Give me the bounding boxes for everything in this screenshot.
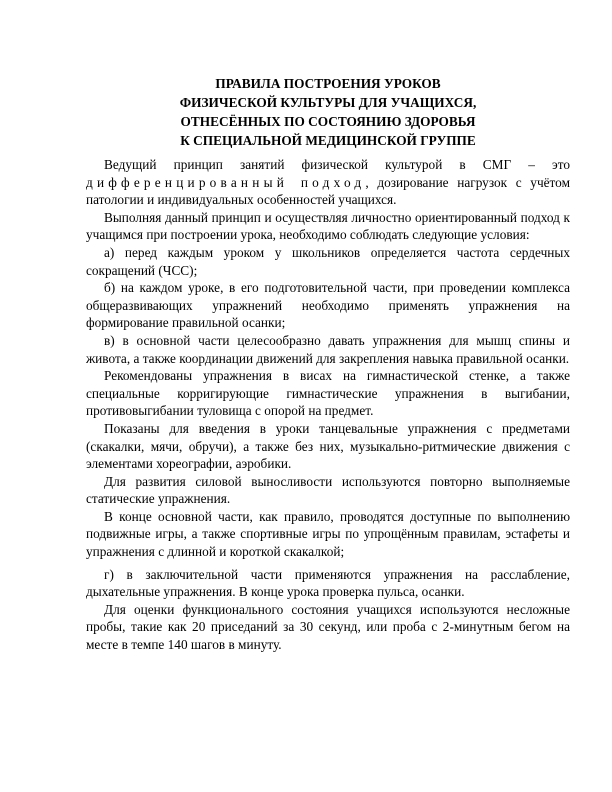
body-paragraph: Выполняя данный принцип и осуществляя личностно ориентированный подход к учащимся при построении урока, необходимо соблюдать следующие условия:: [86, 209, 570, 243]
intro-text-before: Ведущий принцип занятий физической культурой в СМГ – это: [104, 157, 570, 172]
body-paragraph: Для оценки функционального состояния учащихся используются несложные пробы, такие как 20 приседаний за 30 секунд, или проба с 2-минутным бегом на месте в темпе 140 шагов в минуту.: [86, 601, 570, 653]
condition-item-a: а) перед каждым уроком у школьников определяется частота сердечных сокращений (ЧСС);: [86, 244, 570, 278]
title-line: ПРАВИЛА ПОСТРОЕНИЯ УРОКОВ: [215, 76, 441, 91]
title-line: ФИЗИЧЕСКОЙ КУЛЬТУРЫ ДЛЯ УЧАЩИХСЯ,: [179, 95, 477, 110]
intro-text-after: , дозирование нагрузок с учётом патологии и индивидуальных особенностей учащихся.: [86, 174, 570, 208]
body-paragraph: Показаны для введения в уроки танцевальные упражнения с предметами (скакалки, мячи, обручи), а также без них, музыкально-ритмические движения с элементами хореографии, аэробики.: [86, 420, 570, 472]
document-page: [86, 74, 570, 654]
body-paragraph: В конце основной части, как правило, проводятся доступные по выполнению подвижные игры, а также спортивные игры по упрощённым правилам, эстафеты и упражнения с длинной и короткой скакалкой;: [86, 508, 570, 560]
document-title: [86, 74, 570, 150]
body-paragraph: Рекомендованы упражнения в висах на гимнастической стенке, а также специальные корригирующие гимнастические упражнения в выгибании, противовыгибании туловища с опорой на предмет.: [86, 368, 570, 419]
title-line: К СПЕЦИАЛЬНОЙ МЕДИЦИНСКОЙ ГРУППЕ: [180, 133, 476, 148]
title-line: ОТНЕСЁННЫХ ПО СОСТОЯНИЮ ЗДОРОВЬЯ: [180, 114, 476, 129]
condition-item-d: г) в заключительной части применяются упражнения на расслабление, дыхательные упражнения. В конце урока проверка пульса, осанки.: [86, 566, 570, 600]
body-paragraph: Для развития силовой выносливости используются повторно выполняемые статические упражнения.: [86, 473, 570, 507]
condition-item-b: б) на каждом уроке, в его подготовительной части, при проведении комплекса общеразвивающих упражнений необходимо применять упражнения на формирование правильной осанки;: [86, 280, 570, 331]
intro-paragraph: [86, 156, 570, 209]
intro-spaced-term: дифференцированный подход: [86, 174, 366, 190]
condition-item-c: в) в основной части целесообразно давать упражнения для мышц спины и живота, а также координации движений для закрепления навыка правильной осанки.: [86, 332, 570, 366]
